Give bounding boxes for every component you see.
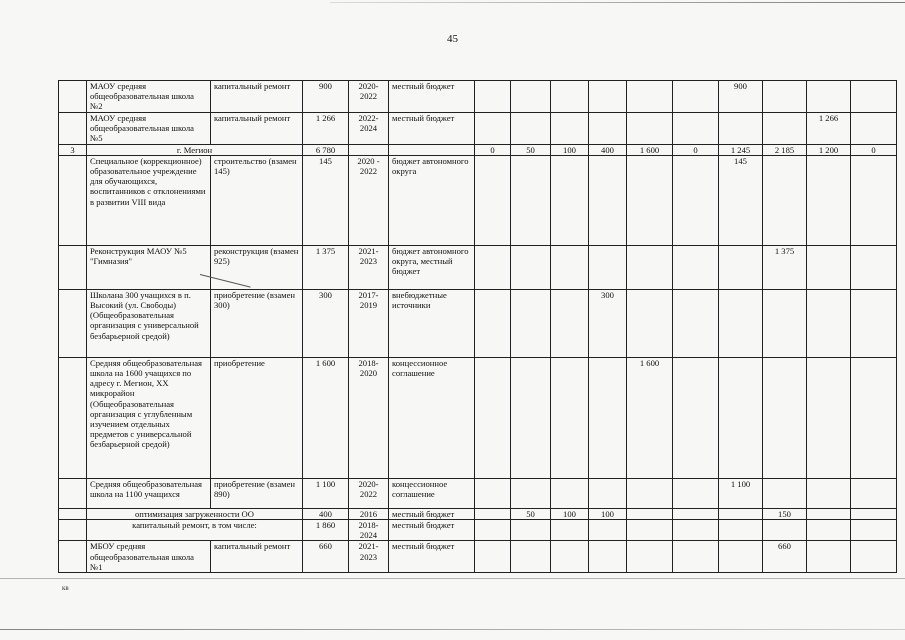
cell-object: капитальный ремонт, в том числе: xyxy=(87,520,303,541)
cell-year-10 xyxy=(851,289,897,357)
cell-year-7 xyxy=(719,289,763,357)
cell-year-10 xyxy=(851,508,897,519)
cell-year-10 xyxy=(851,81,897,113)
cell-year-9 xyxy=(807,541,851,573)
cell-year-5 xyxy=(627,245,673,289)
cell-year-10: 0 xyxy=(851,144,897,155)
cell-year-10 xyxy=(851,245,897,289)
cell-year-6 xyxy=(673,520,719,541)
cell-year-10 xyxy=(851,478,897,508)
cell-year-10 xyxy=(851,155,897,245)
table-row xyxy=(59,508,897,519)
cell-object: Реконструкция МАОУ №5 "Гимназия" xyxy=(87,245,211,289)
cell-year-4 xyxy=(589,520,627,541)
cell-year-2 xyxy=(511,81,551,113)
table-row-municipality xyxy=(59,144,897,155)
cell-year-1 xyxy=(475,81,511,113)
cell-total: 1 100 xyxy=(303,478,349,508)
cell-year-8 xyxy=(763,155,807,245)
table-row xyxy=(59,289,897,357)
cell-year-9 xyxy=(807,478,851,508)
cell-year-8: 2 185 xyxy=(763,144,807,155)
cell-year-9 xyxy=(807,357,851,478)
cell-number xyxy=(59,155,87,245)
cell-year-1 xyxy=(475,508,511,519)
cell-year-1 xyxy=(475,520,511,541)
cell-object: Специальное (коррекционное) образовательное учреждение для обучающихся, воспитанников с отклонениями в развитии VIII вида xyxy=(87,155,211,245)
cell-total: 1 860 xyxy=(303,520,349,541)
cell-source: местный бюджет xyxy=(389,81,475,113)
cell-year-2 xyxy=(511,155,551,245)
cell-year-3 xyxy=(551,478,589,508)
cell-year-9 xyxy=(807,81,851,113)
cell-number xyxy=(59,508,87,519)
cell-total: 400 xyxy=(303,508,349,519)
cell-year-7: 900 xyxy=(719,81,763,113)
cell-year-7 xyxy=(719,245,763,289)
scan-artifact-top xyxy=(330,2,905,3)
cell-year-4: 400 xyxy=(589,144,627,155)
cell-year-9 xyxy=(807,520,851,541)
cell-year-1 xyxy=(475,357,511,478)
cell-number xyxy=(59,541,87,573)
cell-source: местный бюджет xyxy=(389,541,475,573)
scan-artifact-bottom xyxy=(0,629,905,630)
cell-source: внебюджетные источники xyxy=(389,289,475,357)
cell-year-1: 0 xyxy=(475,144,511,155)
cell-year-2 xyxy=(511,357,551,478)
cell-object: МАОУ средняя общеобразовательная школа №2 xyxy=(87,81,211,113)
cell-number xyxy=(59,478,87,508)
cell-number xyxy=(59,81,87,113)
cell-year-8 xyxy=(763,81,807,113)
cell-year-6 xyxy=(673,245,719,289)
table-body xyxy=(59,81,897,573)
cell-total: 6 780 xyxy=(303,144,349,155)
cell-year-9 xyxy=(807,155,851,245)
cell-year-8 xyxy=(763,478,807,508)
cell-source: бюджет автономного округа xyxy=(389,155,475,245)
cell-year-5 xyxy=(627,508,673,519)
cell-year-5 xyxy=(627,113,673,145)
table-row xyxy=(59,155,897,245)
cell-object: Школана 300 учащихся в п. Высокий (ул. Свободы) (Общеобразовательная организация с универсальной безбарьерной средой) xyxy=(87,289,211,357)
cell-work-type: приобретение xyxy=(211,357,303,478)
cell-year-7: 1 100 xyxy=(719,478,763,508)
cell-year-2 xyxy=(511,245,551,289)
table-row xyxy=(59,357,897,478)
cell-year-1 xyxy=(475,541,511,573)
cell-year-3 xyxy=(551,289,589,357)
margin-mark: кв xyxy=(62,584,69,592)
cell-year-9: 1 266 xyxy=(807,113,851,145)
cell-source: местный бюджет xyxy=(389,520,475,541)
cell-year-6 xyxy=(673,81,719,113)
table-row xyxy=(59,541,897,573)
cell-number xyxy=(59,245,87,289)
table-row xyxy=(59,81,897,113)
cell-year-7: 1 245 xyxy=(719,144,763,155)
cell-year-5 xyxy=(627,81,673,113)
cell-year-7 xyxy=(719,113,763,145)
cell-year-7 xyxy=(719,357,763,478)
cell-number xyxy=(59,520,87,541)
cell-year-3 xyxy=(551,541,589,573)
cell-object: МБОУ средняя общеобразовательная школа №1 xyxy=(87,541,211,573)
cell-year-9 xyxy=(807,508,851,519)
cell-work-type: капитальный ремонт xyxy=(211,113,303,145)
cell-total: 1 266 xyxy=(303,113,349,145)
cell-year-2: 50 xyxy=(511,508,551,519)
cell-year-5 xyxy=(627,520,673,541)
cell-year-2 xyxy=(511,478,551,508)
cell-number xyxy=(59,289,87,357)
cell-year-1 xyxy=(475,289,511,357)
cell-year-9: 1 200 xyxy=(807,144,851,155)
cell-year-6 xyxy=(673,289,719,357)
cell-period: 2020-2022 xyxy=(349,478,389,508)
cell-year-4 xyxy=(589,541,627,573)
cell-year-9 xyxy=(807,289,851,357)
page-number: 45 xyxy=(447,33,458,45)
cell-year-8 xyxy=(763,113,807,145)
cell-number: 3 xyxy=(59,144,87,155)
cell-year-5 xyxy=(627,541,673,573)
cell-year-7 xyxy=(719,508,763,519)
cell-year-4 xyxy=(589,113,627,145)
cell-period: 2022-2024 xyxy=(349,113,389,145)
cell-year-2 xyxy=(511,520,551,541)
cell-period xyxy=(349,144,389,155)
cell-year-2 xyxy=(511,113,551,145)
investment-table xyxy=(58,80,897,573)
cell-year-6 xyxy=(673,113,719,145)
cell-total: 1 600 xyxy=(303,357,349,478)
cell-year-1 xyxy=(475,155,511,245)
cell-period: 2021-2023 xyxy=(349,245,389,289)
scan-artifact-mid xyxy=(0,578,905,579)
cell-year-6 xyxy=(673,155,719,245)
cell-year-3 xyxy=(551,245,589,289)
cell-year-4 xyxy=(589,155,627,245)
cell-year-3 xyxy=(551,520,589,541)
cell-year-6: 0 xyxy=(673,144,719,155)
cell-year-5 xyxy=(627,478,673,508)
cell-period: 2018-2020 xyxy=(349,357,389,478)
cell-source: бюджет автономного округа, местный бюджет xyxy=(389,245,475,289)
cell-year-9 xyxy=(807,245,851,289)
cell-year-6 xyxy=(673,508,719,519)
cell-year-7 xyxy=(719,520,763,541)
cell-year-3 xyxy=(551,155,589,245)
cell-year-8 xyxy=(763,520,807,541)
cell-year-3 xyxy=(551,81,589,113)
cell-year-2: 50 xyxy=(511,144,551,155)
cell-year-1 xyxy=(475,478,511,508)
cell-year-4 xyxy=(589,245,627,289)
cell-object: МАОУ средняя общеобразовательная школа №5 xyxy=(87,113,211,145)
cell-year-7: 145 xyxy=(719,155,763,245)
table-row xyxy=(59,520,897,541)
cell-period: 2018-2024 xyxy=(349,520,389,541)
cell-work-type: строительство (взамен 145) xyxy=(211,155,303,245)
cell-year-8 xyxy=(763,357,807,478)
cell-total: 1 375 xyxy=(303,245,349,289)
cell-period: 2016 xyxy=(349,508,389,519)
cell-year-3: 100 xyxy=(551,144,589,155)
cell-year-5: 1 600 xyxy=(627,144,673,155)
cell-object: оптимизация загруженности ОО xyxy=(87,508,303,519)
cell-year-10 xyxy=(851,357,897,478)
cell-year-4 xyxy=(589,478,627,508)
cell-year-10 xyxy=(851,520,897,541)
cell-year-1 xyxy=(475,245,511,289)
cell-work-type: приобретение (взамен 890) xyxy=(211,478,303,508)
table-row xyxy=(59,245,897,289)
cell-object: Средняя общеобразовательная школа на 1100 учащихся xyxy=(87,478,211,508)
cell-year-8 xyxy=(763,289,807,357)
cell-municipality: г. Мегион xyxy=(87,144,303,155)
cell-work-type: реконструкция (взамен 925) xyxy=(211,245,303,289)
cell-year-7 xyxy=(719,541,763,573)
cell-source: местный бюджет xyxy=(389,113,475,145)
cell-year-1 xyxy=(475,113,511,145)
cell-year-10 xyxy=(851,113,897,145)
cell-period: 2017-2019 xyxy=(349,289,389,357)
cell-total: 145 xyxy=(303,155,349,245)
cell-year-6 xyxy=(673,478,719,508)
cell-year-4 xyxy=(589,357,627,478)
cell-year-8: 660 xyxy=(763,541,807,573)
cell-work-type: капитальный ремонт xyxy=(211,81,303,113)
cell-source: местный бюджет xyxy=(389,508,475,519)
cell-year-4: 300 xyxy=(589,289,627,357)
cell-year-8: 150 xyxy=(763,508,807,519)
cell-year-2 xyxy=(511,289,551,357)
cell-year-5 xyxy=(627,155,673,245)
cell-total: 660 xyxy=(303,541,349,573)
cell-source: концессионное соглашение xyxy=(389,478,475,508)
cell-year-8: 1 375 xyxy=(763,245,807,289)
cell-year-6 xyxy=(673,357,719,478)
cell-period: 2021-2023 xyxy=(349,541,389,573)
cell-source xyxy=(389,144,475,155)
cell-work-type: капитальный ремонт xyxy=(211,541,303,573)
cell-year-2 xyxy=(511,541,551,573)
table-row xyxy=(59,478,897,508)
cell-period: 2020 - 2022 xyxy=(349,155,389,245)
cell-year-5: 1 600 xyxy=(627,357,673,478)
cell-total: 300 xyxy=(303,289,349,357)
cell-source: концессионное соглашение xyxy=(389,357,475,478)
cell-number xyxy=(59,357,87,478)
cell-total: 900 xyxy=(303,81,349,113)
cell-object: Средняя общеобразовательная школа на 1600 учащихся по адресу г. Мегион, XX микрорайон (Общеобразовательная организация с углубленным изучением отдельных предметов с универсальной безбарьерной средой) xyxy=(87,357,211,478)
cell-period: 2020-2022 xyxy=(349,81,389,113)
cell-year-3: 100 xyxy=(551,508,589,519)
cell-year-4: 100 xyxy=(589,508,627,519)
cell-year-4 xyxy=(589,81,627,113)
cell-year-5 xyxy=(627,289,673,357)
cell-year-3 xyxy=(551,357,589,478)
table-row xyxy=(59,113,897,145)
cell-year-6 xyxy=(673,541,719,573)
cell-work-type: приобретение (взамен 300) xyxy=(211,289,303,357)
cell-year-3 xyxy=(551,113,589,145)
cell-year-10 xyxy=(851,541,897,573)
cell-number xyxy=(59,113,87,145)
